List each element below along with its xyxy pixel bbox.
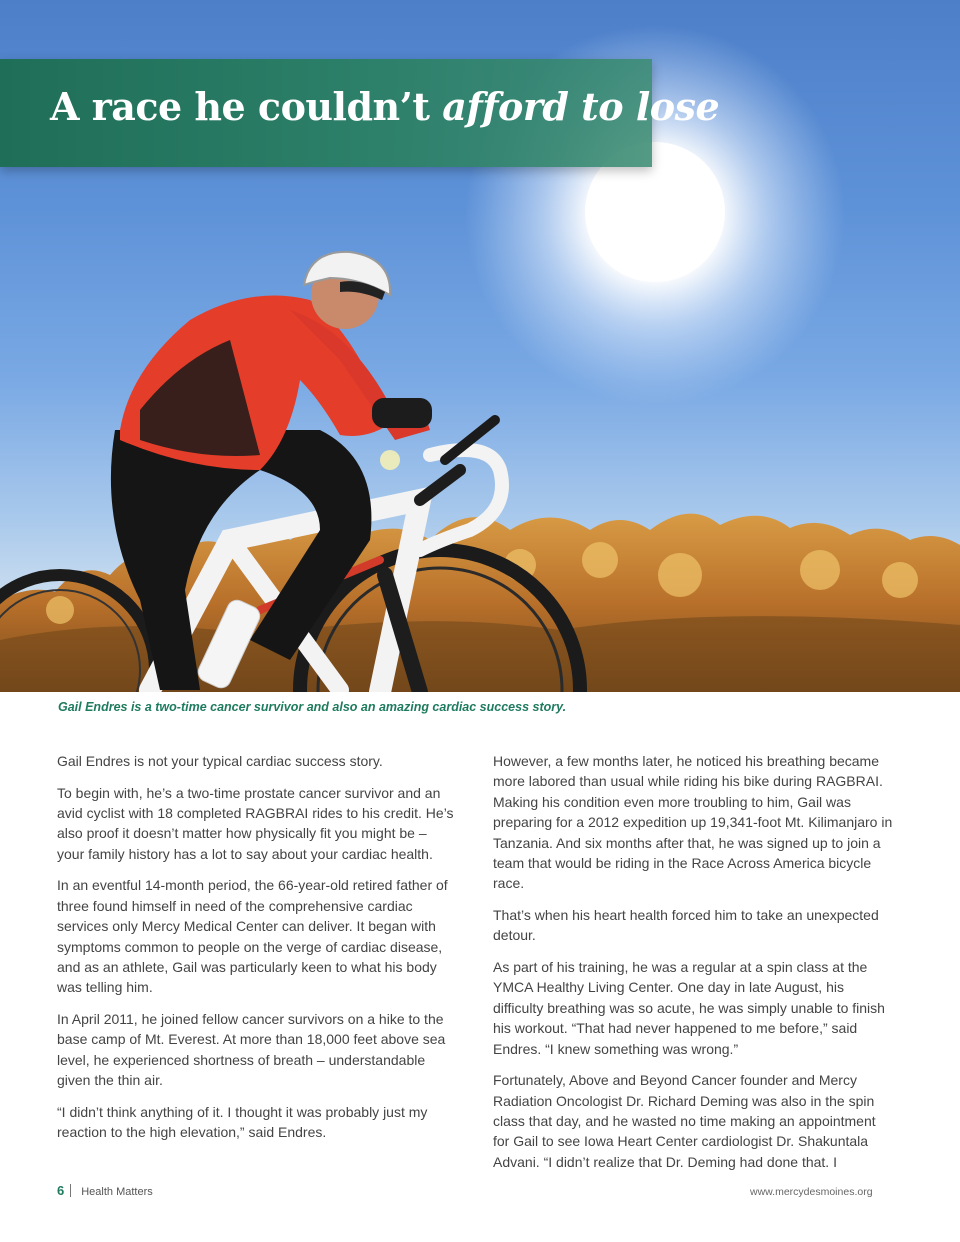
headline-plain: A race he couldn’t: [50, 84, 443, 129]
article-paragraph: In an eventful 14-month period, the 66-year-old retired father of three found himself in need of the comprehensive cardiac services only Mercy Medical Center can deliver. It began with symptoms common to people on the verge of cardiac disease, and as an athlete, Gail was particularly keen to what his body was telling him.: [57, 877, 448, 996]
photo-caption: Gail Endres is a two-time cancer survivor and also an amazing cardiac success story.: [58, 700, 567, 714]
article-column-left: [57, 751, 457, 1154]
footer-divider: [70, 1184, 71, 1197]
headline: [50, 84, 719, 129]
article-paragraph: That’s when his heart health forced him to take an unexpected detour.: [493, 907, 879, 944]
page-footer: [57, 1183, 153, 1198]
article-paragraph: As part of his training, he was a regular at a spin class at the YMCA Healthy Living Center. One day in late August, his difficulty breathing was so acute, he was simply unable to finish his workout. “That had never happened to me before,” said Endres. “I knew something was wrong.”: [493, 959, 885, 1057]
page-number: 6: [57, 1183, 65, 1198]
article-paragraph: Fortunately, Above and Beyond Cancer founder and Mercy Radiation Oncologist Dr. Richard Deming was also in the spin class that day, and he wasted no time making an appointment for Gail to see Iowa Heart Center cardiologist Dr. Shakuntala Advani. “I didn’t realize that Dr. Deming had done that. I: [493, 1072, 876, 1170]
headline-emphasis: afford to lose: [442, 84, 720, 129]
article-paragraph: To begin with, he’s a two-time prostate cancer survivor and an avid cyclist with 18 completed RAGBRAI rides to his credit. He’s also proof it doesn’t matter how physically fit you might be – your family history has a lot to say about your cardiac health.: [57, 784, 454, 862]
article-column-right: [493, 751, 893, 1183]
article-paragraph: “I didn’t think anything of it. I thought it was probably just my reaction to the high elevation,” said Endres.: [57, 1103, 428, 1141]
article-paragraph: In April 2011, he joined fellow cancer survivors on a hike to the base camp of Mt. Everest. At more than 18,000 feet above sea level, he experienced shortness of breath – understandable given the thin air.: [57, 1011, 446, 1089]
publication-name: Health Matters: [81, 1186, 153, 1198]
article-paragraph: However, a few months later, he noticed his breathing became more labored than usual while riding his bike during RAGBRAI. Making his condition even more troubling to him, Gail was preparing for a 2012 expedition up 19,341-foot Mt. Kilimanjaro in Tanzania. And six months after that, he was signed up to join a team that would be riding in the Race Across America bicycle race.: [493, 753, 893, 892]
website-link[interactable]: www.mercydesmoines.org: [750, 1186, 873, 1198]
article-paragraph: Gail Endres is not your typical cardiac success story.: [57, 753, 383, 769]
